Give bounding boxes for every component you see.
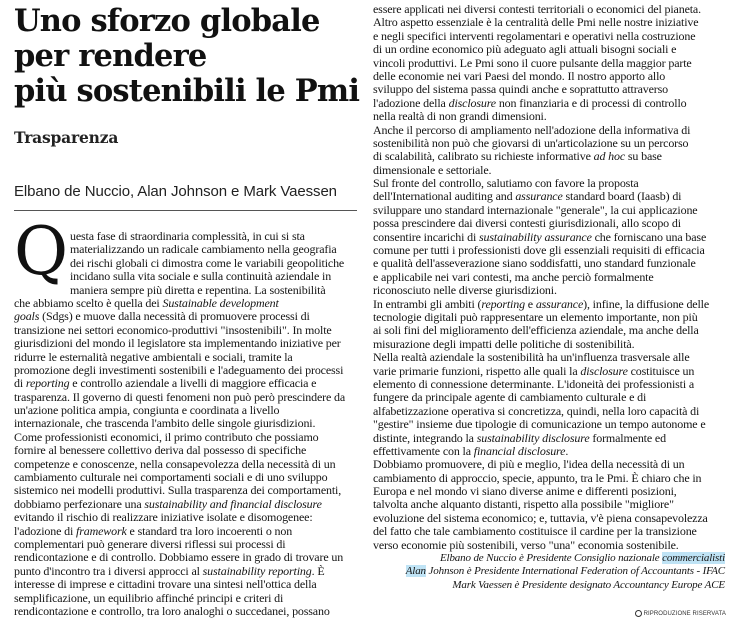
left-line: dobbiamo perfezionare una sustainability and financial disclosure [14, 496, 322, 511]
headline-line-1: Uno sforzo globale [14, 3, 320, 39]
right-line: e applicabile nei vari contesti, ma anche perciò formalmente [373, 269, 654, 284]
reproduction-notice [635, 610, 726, 617]
right-line: talvolta anche alquanto distanti, rispetto alla possibile "migliore" [373, 497, 674, 512]
left-line: ridurre le esternalità negative ambientali e sociali, tramite la [14, 349, 293, 364]
article-column-left [14, 230, 357, 618]
right-line: di scalabilità, calibrato su richieste informative ad hoc su base [373, 149, 662, 164]
drop-cap: Q [14, 213, 69, 290]
left-line: giurisdizioni del mondo il legislatore sta implementando iniziative per [14, 336, 341, 351]
headline-line-2: per rendere [14, 38, 207, 74]
left-line: di reporting e controllo aziendale a livelli di maggiore efficacia e [14, 376, 317, 391]
left-line: dei rischi globali ci dimostra come le variabili geopolitiche [70, 255, 345, 270]
left-line: interesse di imprese e cittadini trovare una sintesi nell'ottica della [14, 577, 317, 592]
signature-de-nuccio-text: Elbano de Nuccio è Presidente Consiglio nazionale [439, 552, 660, 565]
right-line: tecnologie digitali può rappresentare un elemento importante, non più [373, 309, 698, 324]
right-line: consentire incarichi di sustainability assurance che forniscano una base [373, 229, 707, 244]
right-line: vincoli produttivi. Le Pmi sono il cuore pulsante della maggior parte [373, 55, 692, 70]
right-line: e qualità dell'asseverazione siano soddisfatti, uno standard funzionale [373, 256, 696, 271]
right-line: ai soli fini del miglioramento dell'efficienza aziendale, ma anche della [373, 323, 699, 338]
right-line: l'adozione della disclosure non finanziaria e di processi di controllo [373, 95, 687, 110]
left-line: rendicontazione e di controllo. Dobbiamo essere in grado di trovare un [14, 550, 344, 565]
right-line: alfabetizzazione operativa si concretizza, quindi, nella loro capacità di [373, 403, 700, 418]
right-line: comune per tutti i professionisti dove gli essenziali requisiti di efficacia [373, 243, 705, 258]
right-line: sviluppo del sistema passa quindi anche e soprattutto attraverso [373, 82, 668, 97]
left-line: transizione nei settori economico-produttivi "insostenibili". In molte [14, 322, 332, 337]
signature-johnson [373, 565, 725, 578]
left-line: internazionale, che trascenda l'ambito delle singole giurisdizioni. [14, 416, 316, 431]
left-line: Come professionisti economici, il primo contributo che possiamo [14, 429, 319, 444]
right-line: Europa e nel mondo vi siano diverse anime e differenti posizioni, [373, 484, 677, 499]
signature-de-nuccio [373, 552, 725, 565]
article-column-right [373, 3, 725, 592]
highlight-alan: Alan [405, 565, 426, 578]
left-line: materializzando un radicale cambiamento nella geografia [70, 242, 337, 257]
left-line: incidano sulla vita sociale e sulla continuità aziendale in [70, 269, 332, 284]
headline-line-3: più sostenibili le Pmi [14, 73, 360, 109]
left-line: complementari può generare diversi riflessi sui processi di [14, 536, 286, 551]
right-line: delle economie nei vari Paesi del mondo. Il nostro apporto allo [373, 68, 666, 83]
section-kicker: Trasparenza [14, 128, 119, 147]
right-line: Nella realtà aziendale la sostenibilità ha un'influenza trasversale alle [373, 350, 690, 365]
right-line: riconosciuto nelle diverse giurisdizioni. [373, 283, 557, 298]
left-line: rendicontazione e controllo, tra loro analoghi o succedanei, possano [14, 603, 330, 618]
left-line: punto d'incontro tra i diversi approcci al sustainability reporting. È [14, 563, 325, 578]
right-line: varie primarie funzioni, rispetto alle quali la disclosure costituisce un [373, 363, 695, 378]
right-column-body [373, 3, 725, 552]
left-line: cambiamento culturale nei comportamenti sociali e di uno sviluppo [14, 470, 328, 485]
right-line: fungere da principale agente di cambiamento culturale e di [373, 390, 647, 405]
right-line: In entrambi gli ambiti (reporting e assurance), infine, la diffusione delle [373, 296, 710, 311]
left-line: l'adozione di framework e standard tra loro incoerenti o non [14, 523, 293, 538]
left-line: sistemico nei modelli produttivi. Sulla trasparenza dei comportamenti, [14, 483, 342, 498]
right-line: del fatto che tale cambiamento costituisce il cardine per la transizione [373, 524, 697, 539]
signature-vaessen: Mark Vaessen è Presidente designato Accountancy Europe ACE [452, 578, 725, 591]
reproduction-notice-text: RIPRODUZIONE RISERVATA [643, 611, 726, 618]
left-line: evitando il rischio di realizzare iniziative isolate e disomogenee: [14, 510, 313, 525]
right-line: e negli specifici interventi regolamentari e operativi nella costruzione [373, 28, 696, 43]
right-line: "gestire" insieme due tipologie di comunicazione un tempo autonome e [373, 417, 706, 432]
headline [14, 3, 360, 109]
right-line: Dobbiamo promuovere, di più e meglio, l'idea della necessità di un [373, 457, 685, 472]
highlight-commercialisti: commercialisti [662, 552, 725, 565]
right-line: dell'International auditing and assurance standard board (Iaasb) di [373, 189, 682, 204]
copyright-icon [635, 610, 642, 617]
right-line: evoluzione del sistema economico; e, tuttavia, v'è piena consapevolezza [373, 510, 708, 525]
right-line: misurazione degli impatti delle politiche di sostenibilità. [373, 336, 635, 351]
right-line: dimensionale e settoriale. [373, 162, 492, 177]
byline-divider [14, 210, 357, 211]
right-line: possa prescindere dai diversi contesti giurisdizionali, allo scopo di [373, 216, 681, 231]
left-line: maniera sempre più diretta e repentina. La sostenibilità [70, 282, 326, 297]
left-line: competenze e conoscenze, nella consapevolezza della necessità di un [14, 456, 336, 471]
left-line: goals (Sdgs) e muove dalla necessità di promuovere processi di [14, 309, 310, 324]
left-line: un'azione politica ampia, congiunta e coordinata a livello [14, 403, 280, 418]
left-line: uesta fase di straordinaria complessità, in cui si sta [70, 229, 305, 243]
signature-johnson-text: Johnson è Presidente International Federation of Accountants - IFAC [425, 565, 725, 578]
left-line: che abbiamo scelto è quella dei Sustainable development [14, 295, 279, 310]
right-line: verso economie più sostenibili, verso "una" economia sostenibile. [373, 537, 679, 552]
right-line: Altro aspetto essenziale è la centralità delle Pmi nelle nostre iniziative [373, 15, 699, 30]
right-line: sostenibilità non può che giovarsi di un'articolazione su un percorso [373, 135, 689, 150]
right-line: Anche il percorso di ampliamento nell'adozione della informativa di [373, 122, 691, 137]
byline: Elbano de Nuccio, Alan Johnson e Mark Vaessen [14, 183, 337, 200]
right-line: nella realtà di non grandi dimensioni. [373, 109, 547, 124]
right-line: Sul fronte del controllo, salutiamo con favore la proposta [373, 176, 639, 191]
left-line: trasparenza. Il governo di questi fenomeni non può però prescindere da [14, 389, 346, 404]
right-line: elemento di connessione determinante. L'idoneità dei professionisti a [373, 376, 695, 391]
left-line: fornire al benessere collettivo deriva dal possesso di specifiche [14, 443, 307, 458]
right-line: cambiamento di approccio, specie, appunto, tra le Pmi. È chiaro che in [373, 470, 702, 485]
right-line: distinte, integrando la sustainability disclosure formalmente ed [373, 430, 666, 445]
left-line: promozione degli investimenti sostenibili e l'adeguamento dei processi [14, 362, 344, 377]
right-line: essere applicati nei diversi contesti territoriali o economici del pianeta. [373, 2, 701, 16]
right-line: effettivamente con la financial disclosure. [373, 443, 569, 458]
right-line: sviluppare uno standard internazionale "generale", la cui applicazione [373, 202, 698, 217]
right-line: di un ordine economico più adeguato agli attuali bisogni sociali e [373, 42, 677, 57]
left-line: semplificazione, un equilibrio affinché principi e criteri di [14, 590, 284, 605]
